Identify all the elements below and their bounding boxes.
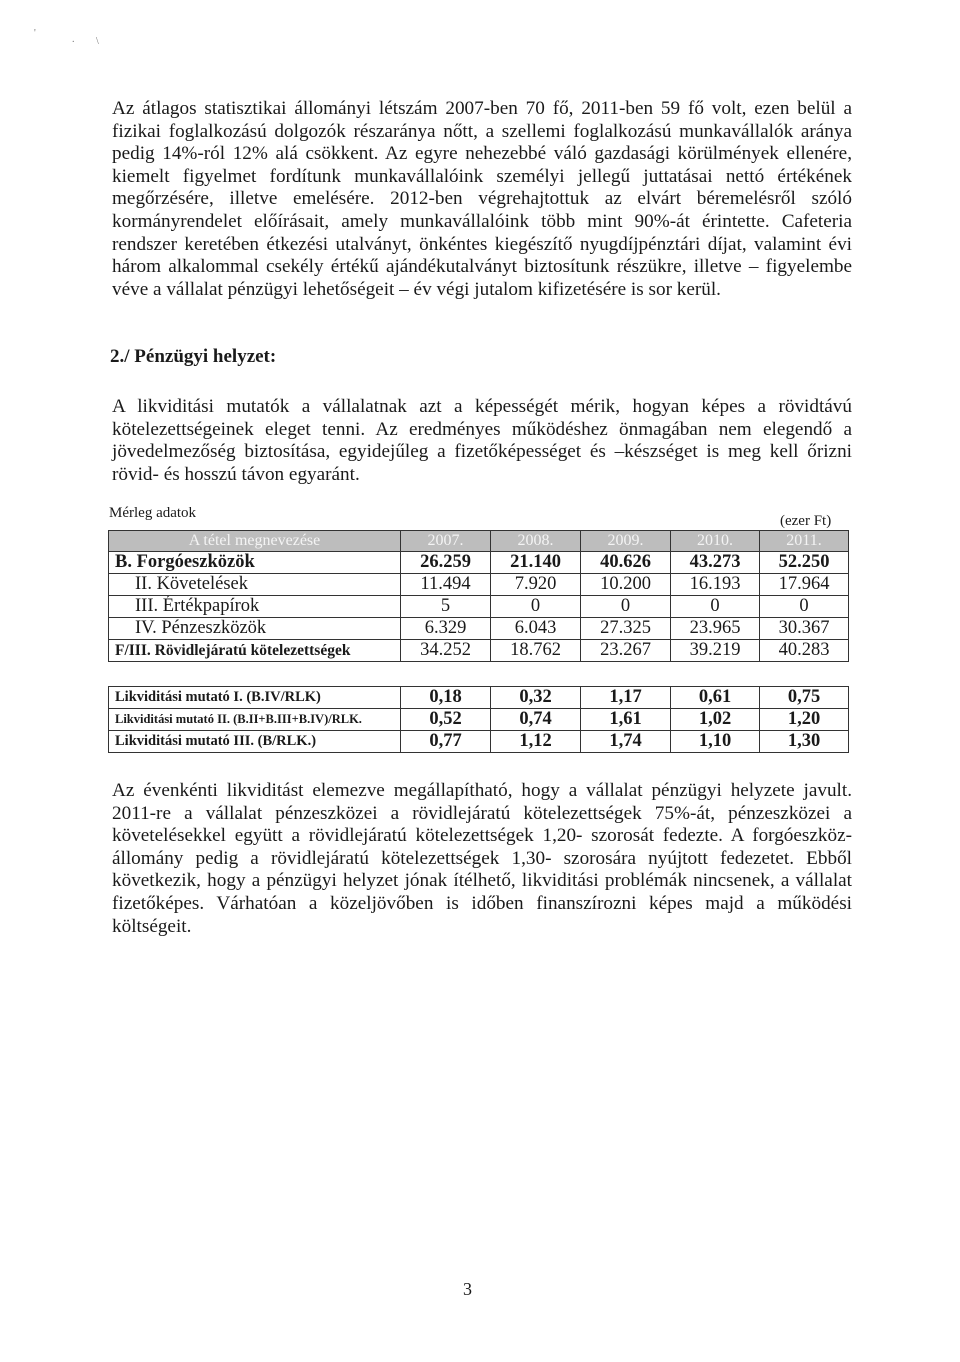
row-label: II. Követelések <box>109 574 401 596</box>
page-number: 3 <box>463 1279 472 1299</box>
balance-sheet-table <box>108 530 849 662</box>
column-header: 2007. <box>401 531 491 552</box>
column-header: 2011. <box>760 531 849 552</box>
table-cell: 10.200 <box>581 574 671 596</box>
table-row <box>109 709 849 731</box>
table-cell: 18.762 <box>491 640 581 662</box>
table-cell: 23.965 <box>671 618 760 640</box>
table-row <box>109 687 849 709</box>
table-row <box>109 618 849 640</box>
scan-mark: \ <box>96 36 99 47</box>
paragraph-staffing: Az átlagos statisztikai állományi létszám 2007-ben 70 fő, 2011-ben 59 fő volt, ezen belül a fizikai foglalkozású dolgozók részaránya nőtt, a szellemi foglalkozású munkavállalók aránya pedig 14%-ról 12% alá csökkent. Az egyre nehezebbé váló gazdasági körülmények ellenére, kiemelt figyelmet fordítunk munkavállalóink személyi jellegű juttatásai nettó értékének megőrzésére, illetve emelésére. 2012-ben végrehajtottuk az elvárt béremelésről szóló kormányrendelet előírásait, amely munkavállalóink több mint 90%-át érintette. Cafeteria rendszer keretében étkezési utalványt, önkéntes kiegészítő nyugdíjpénztári díjat, valamint évi három alkalommal csekély értékű ajándékutalványt biztosítunk részükre, illetve – figyelembe véve a vállalat pénzügyi lehetőségeit – év végi jutalom kifizetésére is sor kerül. <box>112 98 852 300</box>
column-header: 2009. <box>581 531 671 552</box>
table-cell: 23.267 <box>581 640 671 662</box>
table-cell: 0 <box>760 596 849 618</box>
column-header: A tétel megnevezése <box>109 531 401 552</box>
table-header-row <box>109 531 849 552</box>
scan-mark: ' <box>34 28 36 39</box>
liquidity-ratio-table <box>108 686 849 753</box>
table-row <box>109 574 849 596</box>
table-cell: 43.273 <box>671 552 760 574</box>
table-cell: 0 <box>671 596 760 618</box>
paragraph-liquidity-conclusion: Az évenkénti likviditást elemezve megállapítható, hogy a vállalat pénzügyi helyzete javult. 2011-re a vállalat pénzeszközei a rövidlejáratú kötelezettségek 75%-át, pénzeszközei a követelésekkel együtt a rövidlejáratú kötelezettségek 1,20- szorosát fedezte. A forgóeszköz-állomány pedig a rövidlejáratú kötelezettségek 1,30- szorosára nyújtott fedezetet. Ebből következik, hogy a pénzügyi helyzet jónak ítélhető, likviditási problémák nincsenek, a vállalat fizetőképes. Várhatóan a közeljövőben is időben finanszírozni képes majd a működési költségeit. <box>112 780 852 937</box>
row-label: Likviditási mutató II. (B.II+B.III+B.IV)/RLK. <box>109 709 401 731</box>
table-row <box>109 552 849 574</box>
table-cell: 5 <box>401 596 491 618</box>
table-cell: 16.193 <box>671 574 760 596</box>
table-cell: 1,17 <box>581 687 671 709</box>
table-cell: 1,10 <box>671 731 760 753</box>
table-row <box>109 731 849 753</box>
scan-mark: . <box>72 34 75 45</box>
table-cell: 26.259 <box>401 552 491 574</box>
table-cell: 0,74 <box>491 709 581 731</box>
table-cell: 39.219 <box>671 640 760 662</box>
table-cell: 1,61 <box>581 709 671 731</box>
table-unit: (ezer Ft) <box>780 513 832 529</box>
table-cell: 0,61 <box>671 687 760 709</box>
table-cell: 27.325 <box>581 618 671 640</box>
table-cell: 40.283 <box>760 640 849 662</box>
row-label: IV. Pénzeszközök <box>109 618 401 640</box>
row-label: F/III. Rövidlejáratú kötelezettségek <box>109 640 401 662</box>
table-cell: 30.367 <box>760 618 849 640</box>
table-cell: 0 <box>581 596 671 618</box>
column-header: 2010. <box>671 531 760 552</box>
table-cell: 0,18 <box>401 687 491 709</box>
table-cell: 0,52 <box>401 709 491 731</box>
table-cell: 6.329 <box>401 618 491 640</box>
table-row <box>109 596 849 618</box>
table-cell: 0 <box>491 596 581 618</box>
paragraph-liquidity-intro: A likviditási mutatók a vállalatnak azt a képességét mérik, hogyan képes a rövidtávú kötelezettségeinek eleget tenni. Az eredményes működéshez önmagában nem elegendő a jövedelmezőség biztosítása, egyidejűleg a fizetőképességet és –készséget is meg kell őrizni rövid- és hosszú távon egyaránt. <box>112 396 852 485</box>
table-cell: 7.920 <box>491 574 581 596</box>
table-caption: Mérleg adatok <box>109 505 197 521</box>
table-cell: 34.252 <box>401 640 491 662</box>
table-cell: 21.140 <box>491 552 581 574</box>
table-cell: 40.626 <box>581 552 671 574</box>
table-cell: 1,12 <box>491 731 581 753</box>
table-cell: 1,74 <box>581 731 671 753</box>
column-header: 2008. <box>491 531 581 552</box>
table-cell: 17.964 <box>760 574 849 596</box>
row-label: B. Forgóeszközök <box>109 552 401 574</box>
table-cell: 1,30 <box>760 731 849 753</box>
table-cell: 0,32 <box>491 687 581 709</box>
row-label: III. Értékpapírok <box>109 596 401 618</box>
table-row <box>109 640 849 662</box>
table-cell: 1,02 <box>671 709 760 731</box>
row-label: Likviditási mutató I. (B.IV/RLK) <box>109 687 401 709</box>
table-cell: 52.250 <box>760 552 849 574</box>
table-cell: 0,77 <box>401 731 491 753</box>
table-cell: 6.043 <box>491 618 581 640</box>
table-cell: 0,75 <box>760 687 849 709</box>
table-cell: 1,20 <box>760 709 849 731</box>
section-heading-financial-position: 2./ Pénzügyi helyzet: <box>110 346 277 367</box>
row-label: Likviditási mutató III. (B/RLK.) <box>109 731 401 753</box>
table-cell: 11.494 <box>401 574 491 596</box>
